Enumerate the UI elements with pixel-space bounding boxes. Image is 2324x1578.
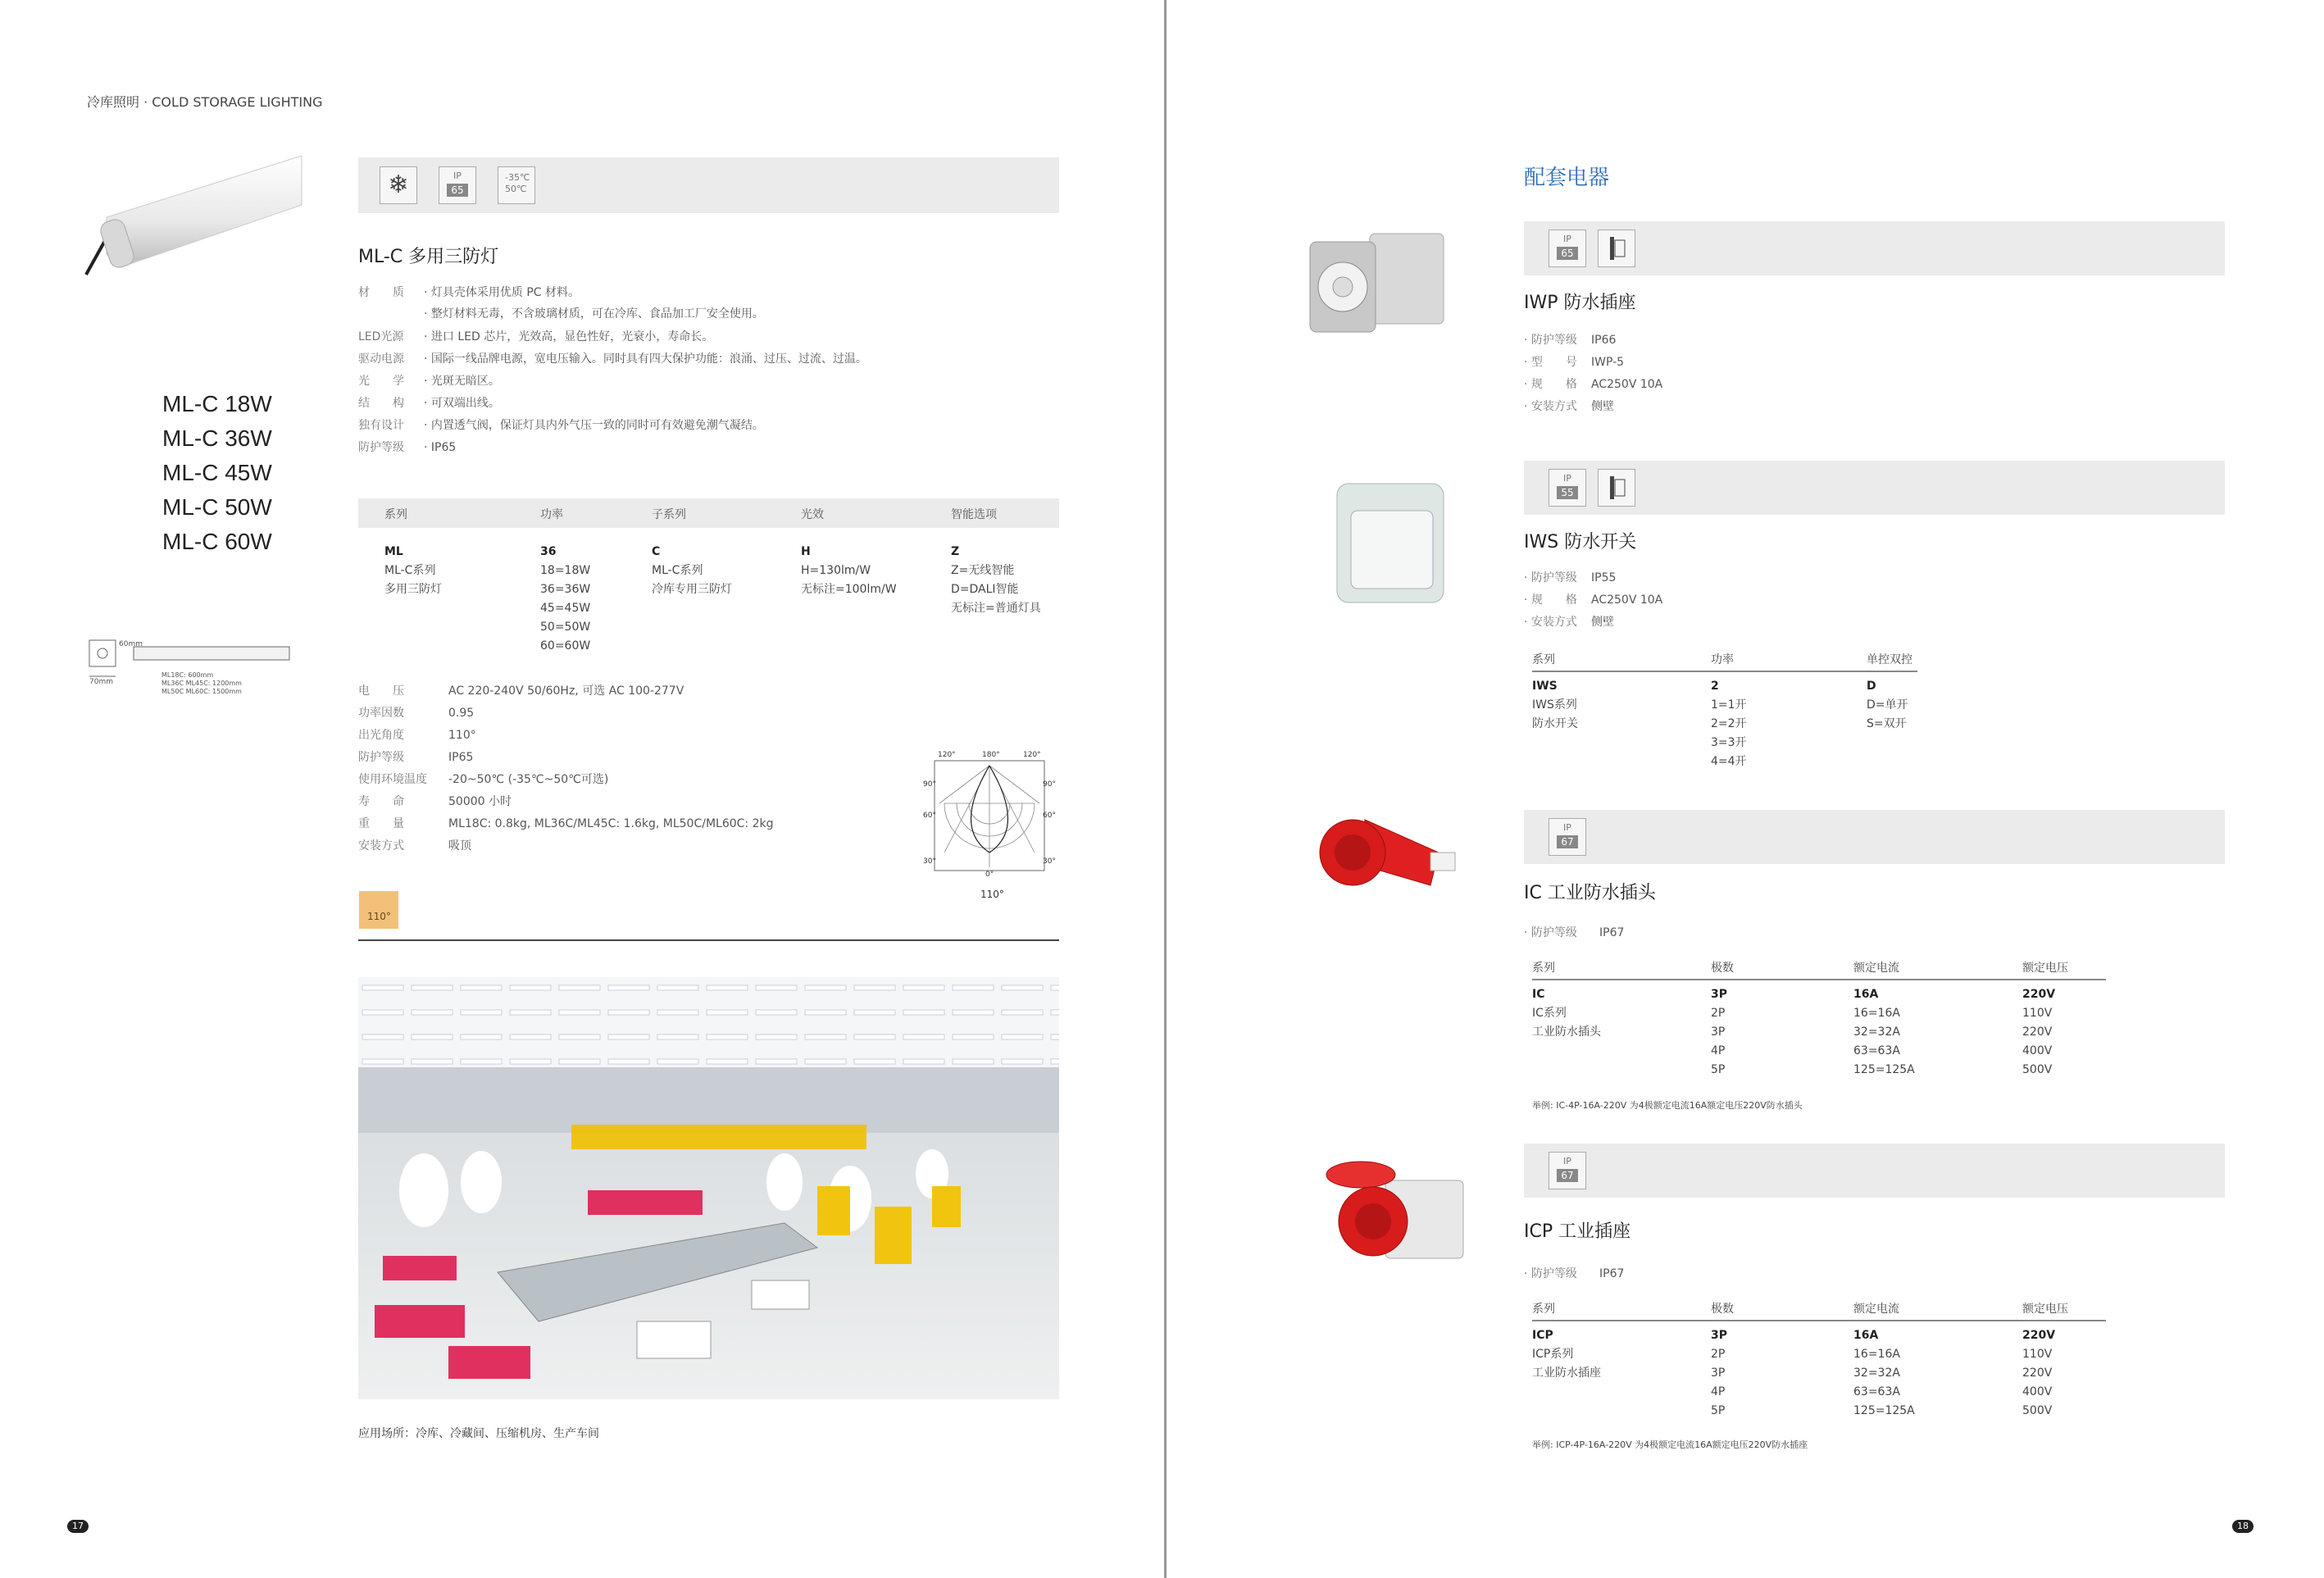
wall-mount-icon <box>1598 469 1635 507</box>
iwp-icon-bar <box>1524 221 2225 275</box>
accessory-heading: 配套电器 <box>1524 166 1610 190</box>
application-photo <box>358 977 1059 1399</box>
ic-example: 举例: IC-4P-16A-220V 为4极额定电流16A额定电压220V防水插头 <box>1532 1100 1803 1111</box>
config-header-bar: 系列 功率 子系列 光效 智能选项 <box>358 498 1059 528</box>
icp-title: ICP 工业插座 <box>1524 1221 1631 1242</box>
dim-notes: ML18C: 600mm ML36C ML45C: 1200mm ML50C ML60C: 1500mm <box>161 671 242 695</box>
wall-mount-icon <box>1598 230 1635 267</box>
page-number: 17 <box>67 1520 89 1533</box>
iwp-socket-image <box>1306 230 1453 344</box>
left-page: 冷库照明 · COLD STORAGE LIGHTING ML-C 18W ML-C 36W ML-C 45W ML-C 50W ML-C 60W 60mm 70mm ML18C: 600mm ML36C ML45C: 1200mm ML50C ML60C: 1500mm ❄ IP 65 -35℃ 50℃ ML-C 多用三防灯 材 质 · 灯具壳体采用优质 PC 材料。 · 整灯材料无毒，不含玻璃材质，可在冷库、食品加工厂安全使用。 LED光源 · 进口 LED 芯片，光效高，显色性好，光衰小，寿命长。 驱动电源 · 国际一线品牌电源，宽电压输入。同时具有四大保护功能：浪涌、过压、过流、过温。 光 学 · 光斑无暗区。 结 构 · 可双端出线。 独有设计 · 内置透气阀，保证灯具内外气压一致的同时可有效避免潮气凝结。 防护等级 · IP65 系列 功率 子系列 光效 智能选项 ML ML-C系列 多用三防灯 36 18=18W 36=36W 45=45W 50=50W 60=60W C ML-C系列 冷库专用三防灯 H H=130lm/W 无标注=100lm/W Z Z=无线智能 D=DALI智能 无标注=普通灯具 电 压 AC 220-240V 50/60Hz, 可选 AC 100-277V 功率因数 0.95 出光角度 110° 防护等级 IP65 使用环境温度 -20~50℃ (-35℃~50℃可选) 寿 命 50000 小时 重 量 ML18C: 0.8kg, ML36C/ML45C: 1.6kg, ML50C/ML60C: 2kg 安装方式 吸顶 120° 180° 120° 90° 60° 30° 90° 60° 30° 0° 110° 110° 应用场所：冷库、冷藏间、压缩机房、生产车间 17 <box>0 0 1164 1578</box>
model-list <box>162 387 272 559</box>
page-number: 18 <box>2232 1520 2254 1533</box>
iws-config-table: 系列 功率 单控双控 IWS IWS系列 防水开关 2 1=1开 2=2开 3=3开 4=4开 D D=单开 S=双开 <box>1532 648 1917 672</box>
polar-diagram: 120° 180° 120° 90° 60° 30° 90° 60° 30° 0° 110° <box>923 751 1056 900</box>
model-item: ML-C 45W <box>162 460 272 485</box>
ic-title: IC 工业防水插头 <box>1524 883 1656 903</box>
product-title: ML-C 多用三防灯 <box>358 247 499 267</box>
ic-config-table: 系列 极数 额定电流 额定电压 IC IC系列 工业防水插头 3P 2P 3P 4P 5P 16A 16=16A 32=32A 63=63A 125=125A 220V 110V 220V 400V 500V <box>1532 956 2106 980</box>
ip65-icon: IP 65 <box>439 166 476 204</box>
model-item: ML-C 60W <box>162 529 272 554</box>
iws-title: IWS 防水开关 <box>1524 532 1637 553</box>
dimension-drawing <box>86 635 299 701</box>
ic-plug-image <box>1316 807 1463 914</box>
application-caption: 应用场所：冷库、冷藏间、压缩机房、生产车间 <box>358 1427 599 1440</box>
icp-socket-image <box>1316 1152 1471 1275</box>
iws-switch-image <box>1330 480 1453 611</box>
ip55-icon: IP 55 <box>1549 469 1586 507</box>
right-page: 配套电器 IP 65 IWP 防水插座 · 防护等级 IP66 · 型 号 IWP-5 · 规 格 AC250V 10A · 安装方式 侧壁 IP 55 IWS 防水开关 · 防护等级 IP55 · 规 格 AC250V 10A · 安装方式 侧壁 系列 功率 单控双控 IWS IWS系列 防水开关 2 1=1开 2=2开 3=3开 4=4开 D D=单开 S=双开 IP 67 IC 工业防水插头 · 防护等级 IP67 系列 极数 额定电流 额定电压 IC IC系列 工业防水插头 3P 2P 3P 4P 5P 16A 16=16A 32=32A 63=63A 125=125A 220V 110V 220V 400V 500V 举例: IC-4P-16A-220V 为4极额定电流16A额定电压220V防水插头 IP 67 ICP 工业插座 · 防护等级 IP67 系列 极数 额定电流 额定电压 ICP ICP系列 工业防水插座 3P 2P 3P 4P 5P 16A 16=16A 32=32A 63=63A 125=125A 220V 110V 220V 400V 500V 举例: ICP-4P-16A-220V 为4极额定电流16A额定电压220V防水插座 18 <box>1168 0 2324 1578</box>
icp-example: 举例: ICP-4P-16A-220V 为4极额定电流16A额定电压220V防水插座 <box>1532 1439 1808 1450</box>
icon-bar <box>358 157 1059 213</box>
dim-width: 70mm <box>89 678 113 686</box>
section-rule <box>358 939 1059 941</box>
model-item: ML-C 50W <box>162 494 272 520</box>
temperature-icon: -35℃ 50℃ <box>498 166 535 204</box>
dim-height: 60mm <box>119 640 143 648</box>
iwp-title: IWP 防水插座 <box>1524 293 1636 313</box>
iws-icon-bar <box>1524 461 2225 515</box>
model-item: ML-C 18W <box>162 391 272 416</box>
icp-icon-bar <box>1524 1144 2225 1198</box>
ip67-icon: IP 67 <box>1549 818 1586 856</box>
icp-config-table: 系列 极数 额定电流 额定电压 ICP ICP系列 工业防水插座 3P 2P 3P 4P 5P 16A 16=16A 32=32A 63=63A 125=125A 220V 110V 220V 400V 500V <box>1532 1297 2106 1321</box>
section-header: 冷库照明 · COLD STORAGE LIGHTING <box>87 94 323 110</box>
ip67-icon: IP 67 <box>1549 1152 1586 1189</box>
polar-caption: 110° <box>980 889 1004 900</box>
spine-divider <box>1164 0 1167 1578</box>
snowflake-icon: ❄ <box>380 166 417 204</box>
lamp-image <box>74 156 312 287</box>
model-item: ML-C 36W <box>162 425 272 451</box>
beam-angle-badge: 110° <box>359 891 398 929</box>
ip65-icon: IP 65 <box>1549 230 1586 267</box>
ic-icon-bar <box>1524 810 2225 864</box>
